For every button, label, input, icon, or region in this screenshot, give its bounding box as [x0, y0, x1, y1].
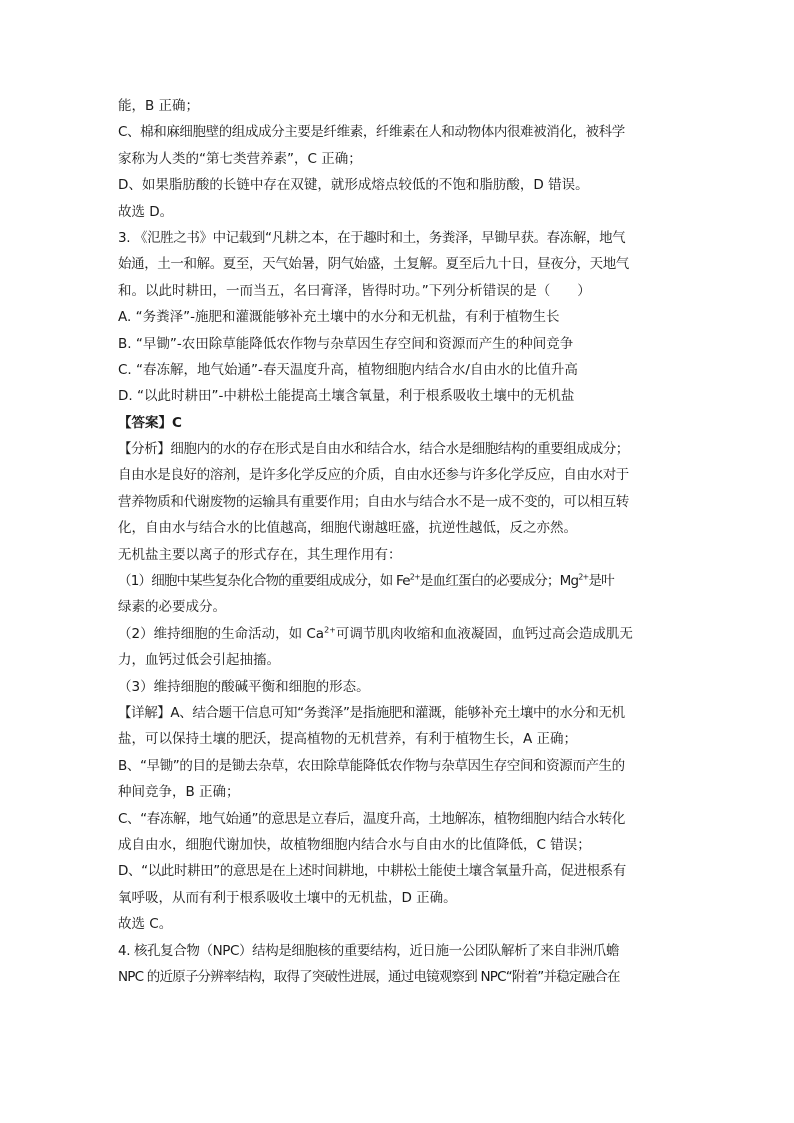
text-line: C、“春冻解，地气始通”的意思是立春后，温度升高，土地解冻，植物细胞内结合水转化	[118, 810, 625, 827]
text-line: 故选 C。	[118, 916, 173, 933]
text-line: 和。以此时耕田，一而当五，名曰膏泽，皆得时功。”下列分析错误的是（ ）	[118, 282, 591, 299]
text-line: D、如果脂肪酸的长链中存在双键，就形成熔点较低的不饱和脂肪酸，D 错误。	[118, 177, 589, 194]
analysis-paragraph: 【分析】细胞内的水的存在形式是自由水和结合水，结合水是细胞结构的重要组成成分；	[118, 441, 629, 458]
option-d: D. “以此时耕田”-中耕松土能提高土壤含氧量，利于根系吸收土壤中的无机盐	[118, 388, 575, 405]
text-line: 化，自由水与结合水的比值越高，细胞代谢越旺盛，抗逆性越低，反之亦然。	[118, 520, 577, 537]
text-segment: 是叶	[588, 573, 614, 590]
text-line: 能，B 正确；	[118, 98, 200, 114]
text-line: B、“早锄”的目的是锄去杂草，农田除草能降低农作物与杂草因生存空间和资源而产生的	[118, 757, 625, 774]
text-line: 无机盐主要以离子的形式存在，其生理作用有：	[118, 546, 402, 563]
text-line: C、棉和麻细胞壁的组成成分主要是纤维素，纤维素在人和动物体内很难被消化，被科学	[118, 124, 625, 141]
text-line: 故选 D。	[118, 203, 174, 220]
text-line	[118, 621, 678, 647]
option-b: B. “早锄”-农田除草能降低农作物与杂草因生存空间和资源而产生的种间竞争	[118, 335, 574, 352]
text-segment: （2）维持细胞的生命活动，如 Ca	[118, 625, 325, 642]
superscript: 2+	[324, 625, 336, 635]
text-line	[118, 568, 678, 594]
text-segment: （1）细胞中某些复杂化合物的重要组成成分，如 Fe	[118, 573, 410, 590]
text-line: NPC 的近原子分辨率结构，取得了突破性进展，通过电镜观察到 NPC“附着”并稳定融合在	[118, 968, 620, 985]
text-line: 始通，土一和解。夏至，天气始暑，阴气始盛，土复解。夏至后九十日，昼夜分，天地气	[118, 256, 629, 273]
option-c: C. “春冻解，地气始通”-春天温度升高，植物细胞内结合水/自由水的比值升高	[118, 361, 578, 378]
document-body	[118, 93, 678, 990]
explanation-paragraph: 【详解】A、结合题干信息可知“务粪泽”是指施肥和灌溉，能够补充土壤中的水分和无机	[118, 704, 625, 721]
text-line: D、“以此时耕田”的意思是在上述时间耕地，中耕松土能使土壤含氧量升高，促进根系有	[118, 863, 626, 880]
text-line: 绿素的必要成分。	[118, 599, 226, 616]
question-3-stem: 3. 《氾胜之书》中记载到“凡耕之本，在于趣时和土，务粪泽，早锄早获。春冻解，地气	[118, 229, 626, 246]
text-line: 种间竞争，B 正确；	[118, 784, 240, 801]
answer-label: 【答案】C	[118, 414, 182, 431]
question-4-stem: 4. 核孔复合物（NPC）结构是细胞核的重要结构，近日施一公团队解析了来自非洲爪蟾	[118, 942, 619, 959]
superscript: 2+	[409, 572, 420, 582]
option-a: A. “务粪泽”-施肥和灌溉能够补充土壤中的水分和无机盐，有利于植物生长	[118, 309, 560, 326]
text-segment: 是血红蛋白的必要成分；Mg	[419, 573, 579, 590]
text-line: （3）维持细胞的酸碱平衡和细胞的形态。	[118, 678, 370, 695]
text-line: 营养物质和代谢废物的运输具有重要作用；自由水与结合水不是一成不变的，可以相互转	[118, 493, 629, 510]
text-line: 自由水是良好的溶剂，是许多化学反应的介质，自由水还参与许多化学反应，自由水对于	[118, 467, 629, 484]
superscript: 2+	[578, 572, 589, 582]
text-line: 家称为人类的“第七类营养素”，C 正确；	[118, 150, 362, 167]
text-line: 氧呼吸，从而有利于根系吸收土壤中的无机盐，D 正确。	[118, 889, 457, 906]
text-segment: 可调节肌肉收缩和血液凝固，血钙过高会造成肌无	[335, 625, 633, 642]
text-line: 成自由水，细胞代谢加快，故植物细胞内结合水与自由水的比值降低，C 错误；	[118, 836, 591, 853]
text-line: 力，血钙过低会引起抽搐。	[118, 652, 280, 669]
text-line: 盐，可以保持土壤的肥沃，提高植物的无机营养，有利于植物生长，A 正确；	[118, 731, 578, 748]
